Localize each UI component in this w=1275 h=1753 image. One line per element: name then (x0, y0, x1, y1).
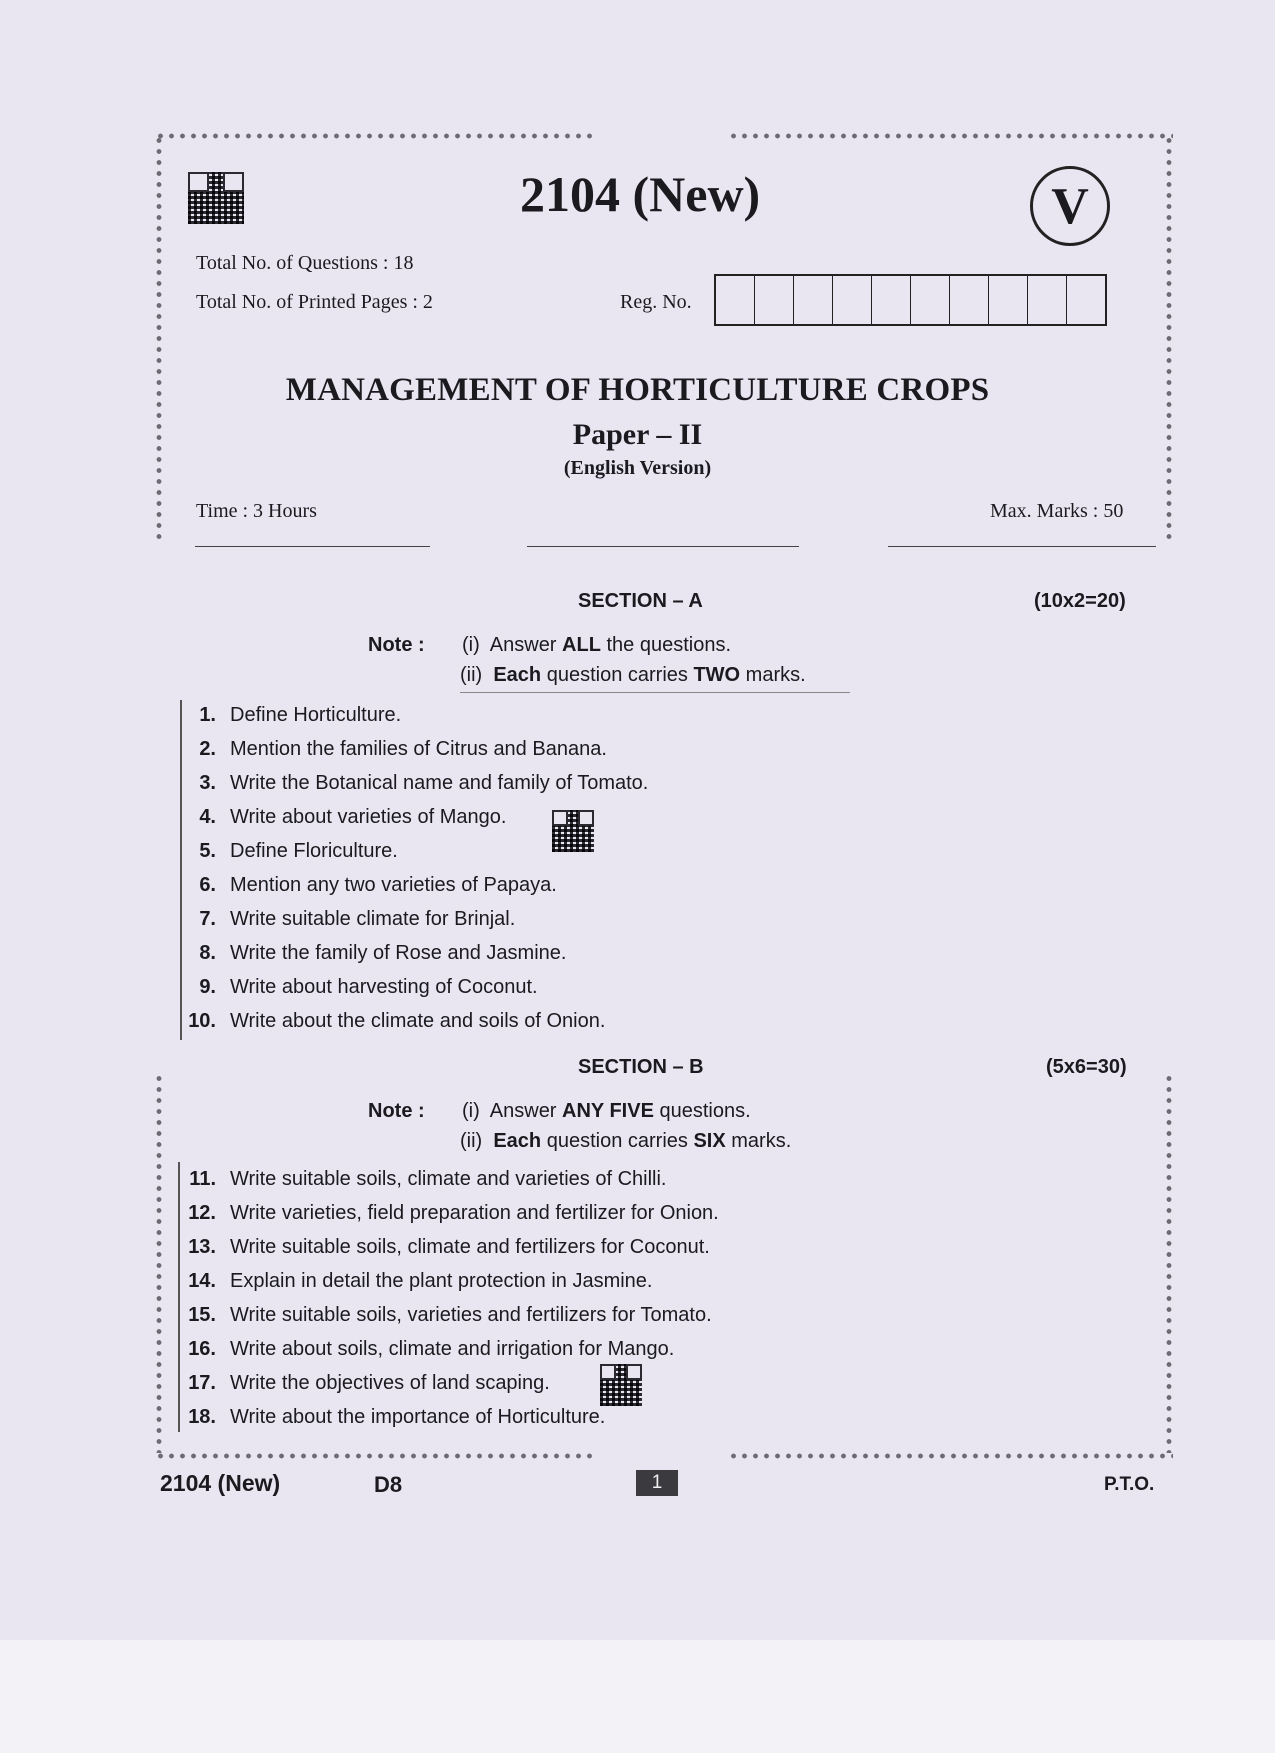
page-bottom-margin (0, 1640, 1275, 1753)
question-text: Mention the families of Citrus and Banana. (230, 738, 607, 760)
footer-pto: P.T.O. (1104, 1474, 1155, 1495)
bottom-border-left (155, 1452, 595, 1460)
section-b-marks: (5x6=30) (1046, 1056, 1127, 1078)
section-a-marks: (10x2=20) (1034, 590, 1126, 612)
question-number: 10. (188, 1010, 216, 1032)
note-2-text-b: question carries (541, 1130, 694, 1152)
left-border-bottom (155, 1073, 163, 1453)
barcode-icon (188, 172, 244, 224)
note-2-text-d: marks. (740, 664, 806, 686)
question-text: Define Horticulture. (230, 704, 402, 726)
language-version: (English Version) (563, 457, 712, 479)
question-number: 3. (199, 772, 216, 794)
paper-code-title: 2104 (New) (520, 166, 761, 222)
question-text: Write the objectives of land scaping. (230, 1372, 550, 1394)
section-a-note-label: Note : (368, 634, 425, 656)
question-text: Write varieties, field preparation and fertilizer for Onion. (230, 1202, 719, 1224)
header-rule-2 (527, 546, 799, 547)
question-text: Mention any two varieties of Papaya. (230, 874, 557, 896)
question-number: 16. (188, 1338, 216, 1360)
note-1-text-a: Answer (489, 634, 563, 656)
section-b-note-1 (462, 1100, 751, 1123)
paper-number: Paper – II (572, 418, 703, 451)
question-text: Write about the importance of Horticulture. (230, 1406, 606, 1428)
question-number: 13. (188, 1236, 216, 1258)
question-number: 14. (188, 1270, 216, 1292)
note-1-prefix: (i) (462, 634, 480, 656)
left-border-top (155, 135, 163, 545)
section-b-note-label: Note : (368, 1100, 425, 1122)
question-number: 2. (199, 738, 216, 760)
note-2-count: SIX (693, 1130, 726, 1152)
question-text: Define Floriculture. (230, 840, 398, 862)
question-text: Write suitable soils, climate and fertilizers for Coconut. (230, 1236, 710, 1258)
note-2-text-d: marks. (725, 1130, 792, 1152)
question-text: Write about the climate and soils of Onion. (230, 1010, 606, 1032)
right-border-top (1165, 135, 1173, 545)
header-rule-3 (888, 546, 1156, 547)
header-rule-1 (195, 546, 430, 547)
question-text: Write suitable soils, climate and varieties of Chilli. (230, 1168, 667, 1190)
question-text: Write about harvesting of Coconut. (230, 976, 538, 998)
note-2-text-b: question carries (541, 664, 694, 686)
question-text: Write suitable soils, varieties and fertilizers for Tomato. (230, 1304, 712, 1326)
note-1-emph: ALL (562, 634, 601, 656)
question-number: 12. (188, 1202, 216, 1224)
question-number: 4. (199, 806, 216, 828)
question-text: Write about varieties of Mango. (230, 806, 507, 828)
reg-no-boxes[interactable] (714, 274, 1107, 326)
footer-page-number: 1 (636, 1470, 678, 1496)
question-text: Write suitable climate for Brinjal. (230, 908, 516, 930)
note-2-prefix: (ii) (460, 664, 483, 686)
question-number: 18. (188, 1406, 216, 1428)
section-a-heading: SECTION – A (578, 590, 703, 612)
note-a-underline (460, 692, 850, 693)
reg-no-label: Reg. No. (620, 291, 692, 313)
question-text: Write the Botanical name and family of Tomato. (230, 772, 649, 794)
note-1-prefix: (i) (462, 1100, 480, 1122)
qr-code-icon (600, 1364, 642, 1406)
note-2-count: TWO (693, 664, 741, 686)
question-text: Write the family of Rose and Jasmine. (230, 942, 567, 964)
top-border-left (155, 132, 595, 140)
note-2-each: Each (493, 1130, 542, 1152)
subject-title: MANAGEMENT OF HORTICULTURE CROPS (285, 372, 990, 408)
question-number: 8. (199, 942, 216, 964)
note-2-each: Each (493, 664, 542, 686)
question-text: Write about soils, climate and irrigation for Mango. (230, 1338, 675, 1360)
question-number: 5. (199, 840, 216, 862)
qr-code-icon (552, 810, 594, 852)
section-b-note-2 (460, 1130, 791, 1153)
section-a-note-2 (460, 664, 806, 687)
exam-time: Time : 3 Hours (196, 500, 317, 522)
question-text: Explain in detail the plant protection in Jasmine. (230, 1270, 653, 1292)
question-number: 9. (199, 976, 216, 998)
question-number: 6. (199, 874, 216, 896)
question-number: 1. (199, 704, 216, 726)
note-2-prefix: (ii) (460, 1130, 483, 1152)
footer-set-code: D8 (374, 1472, 403, 1497)
right-border-bottom (1165, 1073, 1173, 1453)
question-number: 7. (199, 908, 216, 930)
note-1-text-a: Answer (489, 1100, 563, 1122)
total-pages: Total No. of Printed Pages : 2 (196, 291, 433, 313)
section-a-note-1 (462, 634, 731, 657)
question-number: 11. (189, 1168, 216, 1190)
note-1-text-c: questions. (653, 1100, 751, 1122)
footer-paper-code: 2104 (New) (160, 1470, 281, 1496)
question-number: 17. (188, 1372, 216, 1394)
top-border-right (728, 132, 1173, 140)
question-number: 15. (188, 1304, 216, 1326)
version-badge: V (1030, 166, 1110, 246)
bottom-border-right (728, 1452, 1173, 1460)
note-1-emph: ANY FIVE (562, 1100, 654, 1122)
note-1-text-c: the questions. (600, 634, 732, 656)
max-marks: Max. Marks : 50 (990, 500, 1124, 522)
total-questions: Total No. of Questions : 18 (196, 252, 414, 274)
section-b-heading: SECTION – B (578, 1056, 704, 1078)
